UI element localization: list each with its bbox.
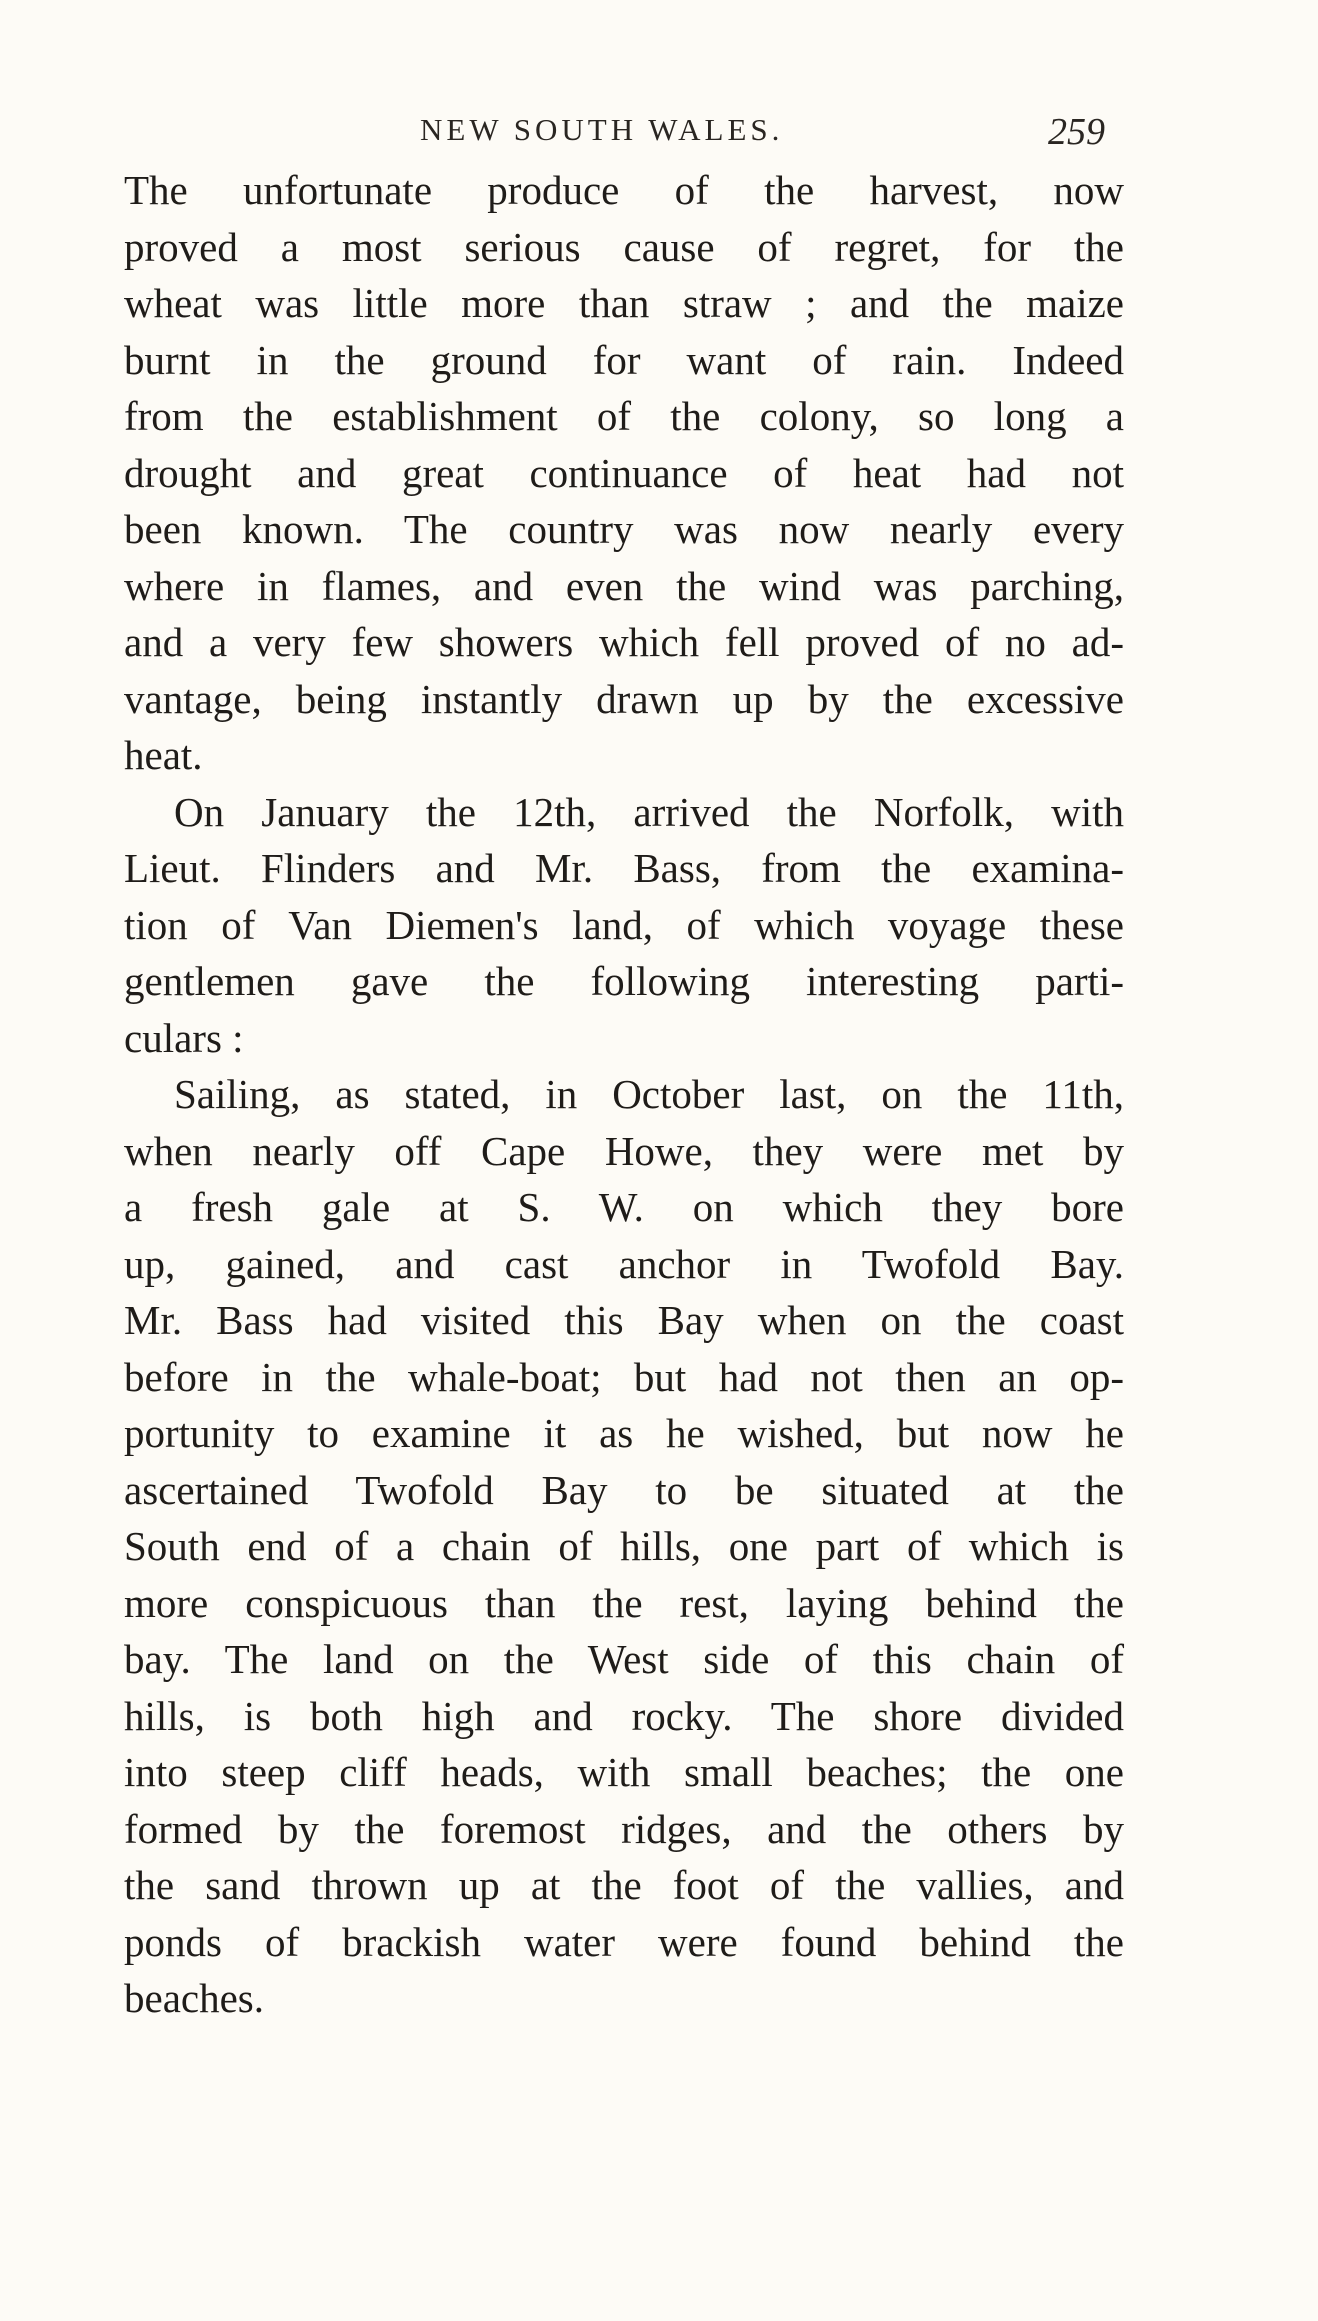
text-line: vantage, being instantly drawn up by the excessive <box>124 675 1124 722</box>
text-line: more conspicuous than the rest, laying behind the <box>124 1579 1124 1626</box>
text-line: wheat was little more than straw ; and the maize <box>124 280 1124 326</box>
text-line: formed by the foremost ridges, and the others by <box>124 1805 1124 1852</box>
text-line: and a very few showers which fell proved of no ad- <box>124 619 1124 665</box>
text-line: tion of Van Diemen's land, of which voyage these <box>124 901 1124 948</box>
text-line: bay. The land on the West side of this chain of <box>124 1636 1124 1682</box>
text-line: gentlemen gave the following interesting parti- <box>124 958 1124 1004</box>
running-head: NEW SOUTH WALES. <box>420 112 784 147</box>
text-line: Mr. Bass had visited this Bay when on the coast <box>124 1297 1124 1343</box>
text-line: when nearly off Cape Howe, they were met by <box>124 1127 1124 1174</box>
text-line: drought and great continuance of heat had not <box>124 449 1124 496</box>
text-line: the sand thrown up at the foot of the vallies, and <box>124 1862 1124 1908</box>
text-line: beaches. <box>124 1975 264 2021</box>
page-number: 259 <box>1048 111 1105 153</box>
text-line: burnt in the ground for want of rain. Indeed <box>124 336 1124 383</box>
text-line: a fresh gale at S. W. on which they bore <box>124 1184 1124 1230</box>
text-line: The unfortunate produce of the harvest, now <box>124 167 1124 213</box>
text-line: hills, is both high and rocky. The shore divided <box>124 1692 1124 1739</box>
text-line: before in the whale-boat; but had not then an op- <box>124 1353 1124 1400</box>
text-line: into steep cliff heads, with small beaches; the one <box>124 1749 1124 1795</box>
text-line: ponds of brackish water were found behind the <box>124 1918 1124 1965</box>
text-line: ascertained Twofold Bay to be situated at the <box>124 1466 1124 1513</box>
text-line: up, gained, and cast anchor in Twofold Bay. <box>124 1240 1124 1287</box>
text-line: Sailing, as stated, in October last, on the 11th, <box>174 1071 1124 1117</box>
body-text <box>124 162 1124 2027</box>
text-line: culars : <box>124 1014 244 1061</box>
text-line: On January the 12th, arrived the Norfolk, with <box>174 788 1124 835</box>
text-line: been known. The country was now nearly every <box>124 506 1124 552</box>
text-line: from the establishment of the colony, so long a <box>124 393 1124 439</box>
text-line: proved a most serious cause of regret, for the <box>124 223 1124 270</box>
text-line: portunity to examine it as he wished, but now he <box>124 1410 1124 1456</box>
text-line: where in flames, and even the wind was parching, <box>124 562 1124 609</box>
text-line: heat. <box>124 732 203 778</box>
text-line: Lieut. Flinders and Mr. Bass, from the examina- <box>124 845 1124 891</box>
text-line: South end of a chain of hills, one part of which is <box>124 1523 1124 1569</box>
